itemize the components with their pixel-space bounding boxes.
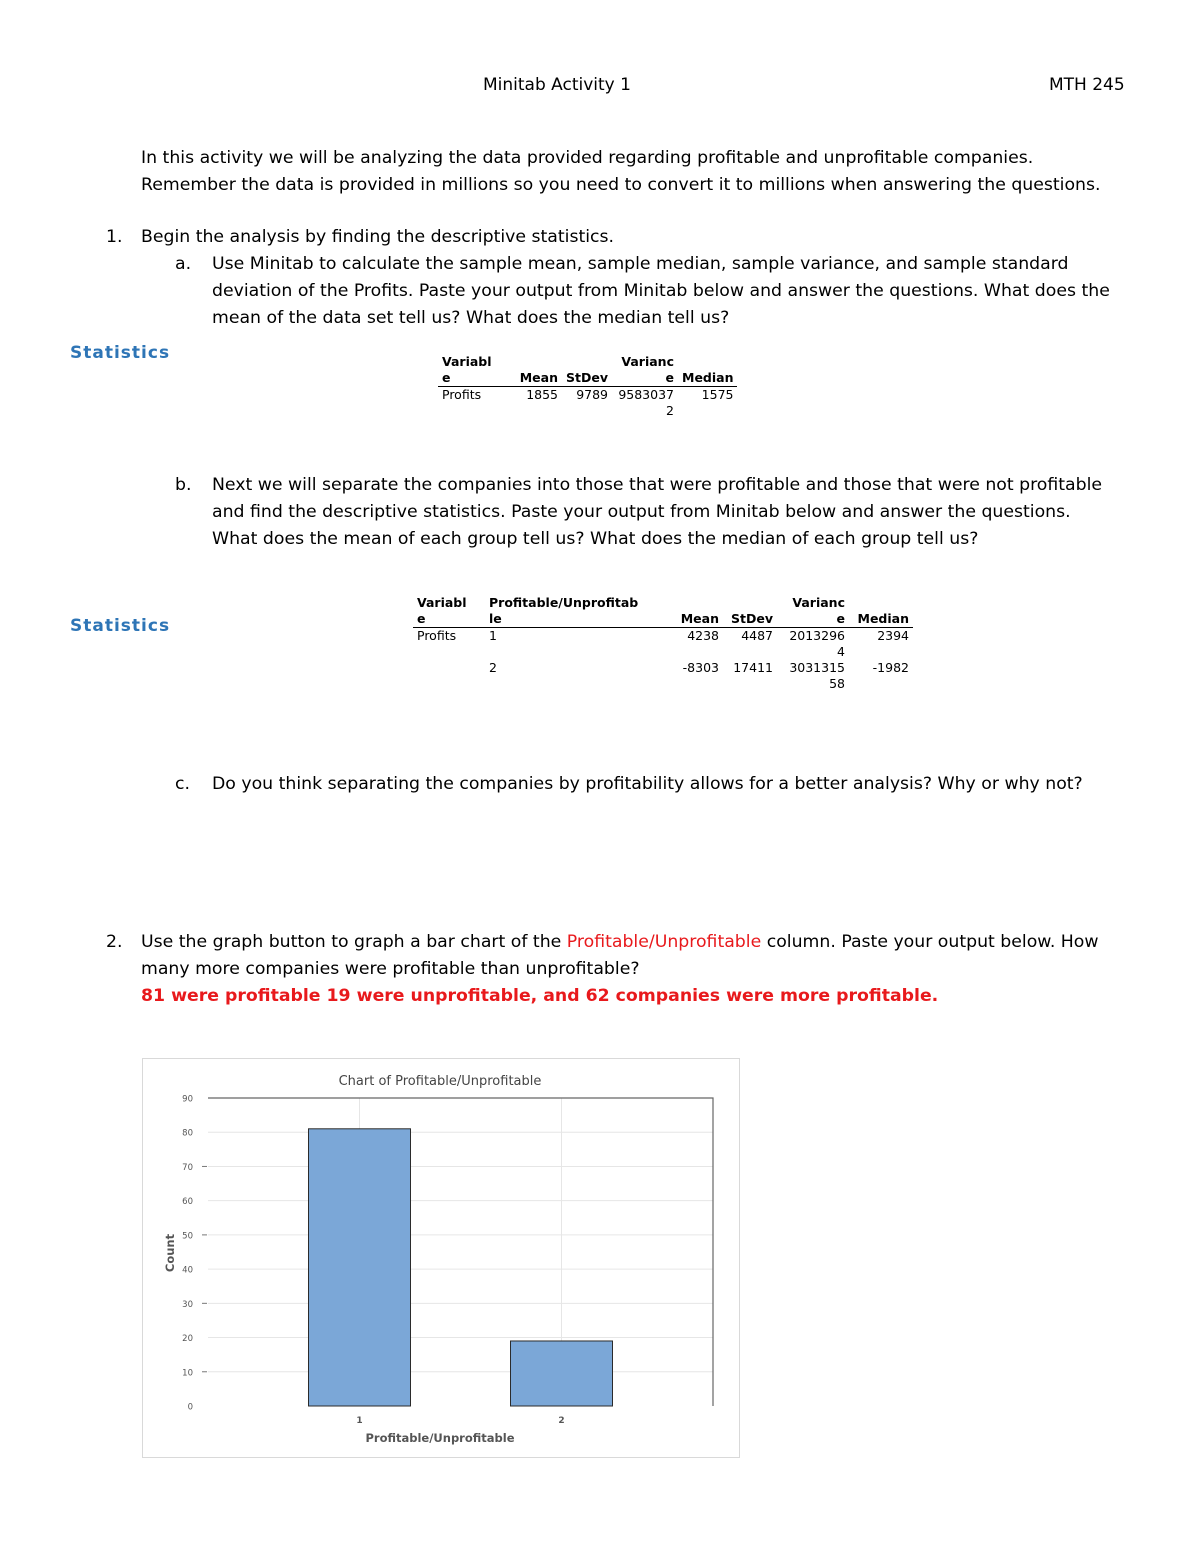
stats-table-2	[413, 595, 913, 692]
intro-paragraph	[141, 145, 1151, 199]
x-tick-label: 2	[558, 1416, 565, 1426]
col-mean: Mean	[669, 595, 723, 628]
intro-line-1: In this activity we will be analyzing the data provided regarding profitable and unprofitable companies.	[141, 148, 1034, 168]
cell-variance: 3031315 58	[789, 660, 845, 691]
cell-variable: Profits	[442, 387, 482, 402]
y-tick-label: 0	[187, 1402, 193, 1413]
cell-variance: 2013296 4	[789, 628, 845, 659]
col-variance: Varianc e	[612, 354, 678, 387]
q1c-text: Do you think separating the companies by profitability allows for a better analysis? Why or why not?	[212, 774, 1083, 794]
col-variable: Variabl e	[438, 354, 514, 387]
bar-chart-frame	[142, 1058, 740, 1458]
cell-group: 2	[489, 660, 497, 675]
q2-line-2: many more companies were profitable than unprofitable?	[141, 959, 640, 979]
col-median: Median	[678, 354, 737, 387]
chart-title: Chart of Profitable/Unprofitable	[338, 1074, 542, 1089]
y-tick-label: 10	[182, 1368, 193, 1379]
bar-1	[309, 1129, 411, 1406]
q1-text: Begin the analysis by finding the descriptive statistics.	[141, 227, 615, 247]
y-tick-label: 30	[182, 1299, 193, 1310]
col-variable: Variabl e	[413, 595, 485, 628]
q1b-line-2: and find the descriptive statistics. Paste your output from Minitab below and answer the questions.	[212, 502, 1071, 522]
q2-highlight: Profitable/Unprofitable	[566, 932, 762, 952]
table-row	[438, 387, 737, 420]
cell-median: -1982	[872, 660, 909, 675]
q1a-line-2: deviation of the Profits. Paste your output from Minitab below and answer the questions. What does the	[212, 281, 1110, 301]
plot-border	[208, 1098, 713, 1406]
course-code: MTH 245	[1049, 75, 1125, 95]
bar-chart	[143, 1059, 739, 1457]
col-median: Median	[849, 595, 913, 628]
x-tick-label: 1	[356, 1416, 363, 1426]
stats-table-1	[438, 354, 737, 419]
x-axis-label: Profitable/Unprofitable	[365, 1431, 515, 1445]
cell-variance: 9583037 2	[618, 387, 674, 418]
y-axis-label: Count	[163, 1233, 177, 1273]
cell-mean: 4238	[687, 628, 719, 643]
cell-group: 1	[489, 628, 497, 643]
col-variance: Varianc e	[777, 595, 849, 628]
statistics-label-2: Statistics	[70, 616, 171, 636]
y-tick-label: 20	[182, 1334, 193, 1345]
bars	[309, 1129, 613, 1406]
y-tick-label: 70	[182, 1162, 193, 1173]
q2-pre: Use the graph button to graph a bar chart of the	[141, 932, 567, 952]
y-tick-label: 90	[182, 1094, 193, 1105]
q1a-line-1: Use Minitab to calculate the sample mean, sample median, sample variance, and sample standard	[212, 254, 1069, 274]
y-tick-label: 80	[182, 1128, 193, 1139]
q2-post: column. Paste your output below. How	[761, 932, 1099, 952]
cell-variable: Profits	[417, 628, 457, 643]
q1a-marker: a.	[175, 254, 192, 274]
statistics-label-1: Statistics	[70, 343, 171, 363]
col-mean: Mean	[514, 354, 562, 387]
q1b-line-3: What does the mean of each group tell us? What does the median of each group tell us?	[212, 529, 979, 549]
cell-mean: 1855	[526, 387, 558, 402]
col-stdev: StDev	[723, 595, 777, 628]
q1-number: 1.	[106, 227, 123, 247]
cell-mean: -8303	[682, 660, 719, 675]
q2-number: 2.	[106, 932, 123, 952]
y-tick-label: 60	[182, 1197, 193, 1208]
document-title: Minitab Activity 1	[483, 75, 631, 95]
q2-text	[141, 929, 1161, 1010]
axes	[182, 1095, 713, 1427]
q1a-line-3: mean of the data set tell us? What does the median tell us?	[212, 308, 730, 328]
cell-stdev: 17411	[733, 660, 773, 675]
col-group: Profitable/Unprofitab le	[485, 595, 669, 628]
q1b-line-1: Next we will separate the companies into those that were profitable and those that were not profitable	[212, 475, 1103, 495]
table-row	[413, 660, 913, 692]
cell-median: 2394	[877, 628, 909, 643]
cell-stdev: 9789	[576, 387, 608, 402]
col-stdev: StDev	[562, 354, 612, 387]
q1b-text	[212, 472, 1172, 553]
q2-line-1	[141, 929, 1161, 956]
y-tick-label: 40	[182, 1265, 193, 1276]
bar-2	[511, 1341, 613, 1406]
gridlines	[208, 1098, 713, 1406]
intro-line-2: Remember the data is provided in millions so you need to convert it to millions when answering the questions.	[141, 175, 1101, 195]
table-row	[413, 628, 913, 661]
q1c-marker: c.	[175, 774, 190, 794]
cell-stdev: 4487	[741, 628, 773, 643]
cell-median: 1575	[701, 387, 734, 402]
y-tick-label: 50	[182, 1231, 193, 1242]
q1a-text	[212, 251, 1172, 332]
q2-answer: 81 were profitable 19 were unprofitable, and 62 companies were more profitable.	[141, 986, 939, 1006]
q1b-marker: b.	[175, 475, 192, 495]
cell-variable	[413, 660, 485, 692]
